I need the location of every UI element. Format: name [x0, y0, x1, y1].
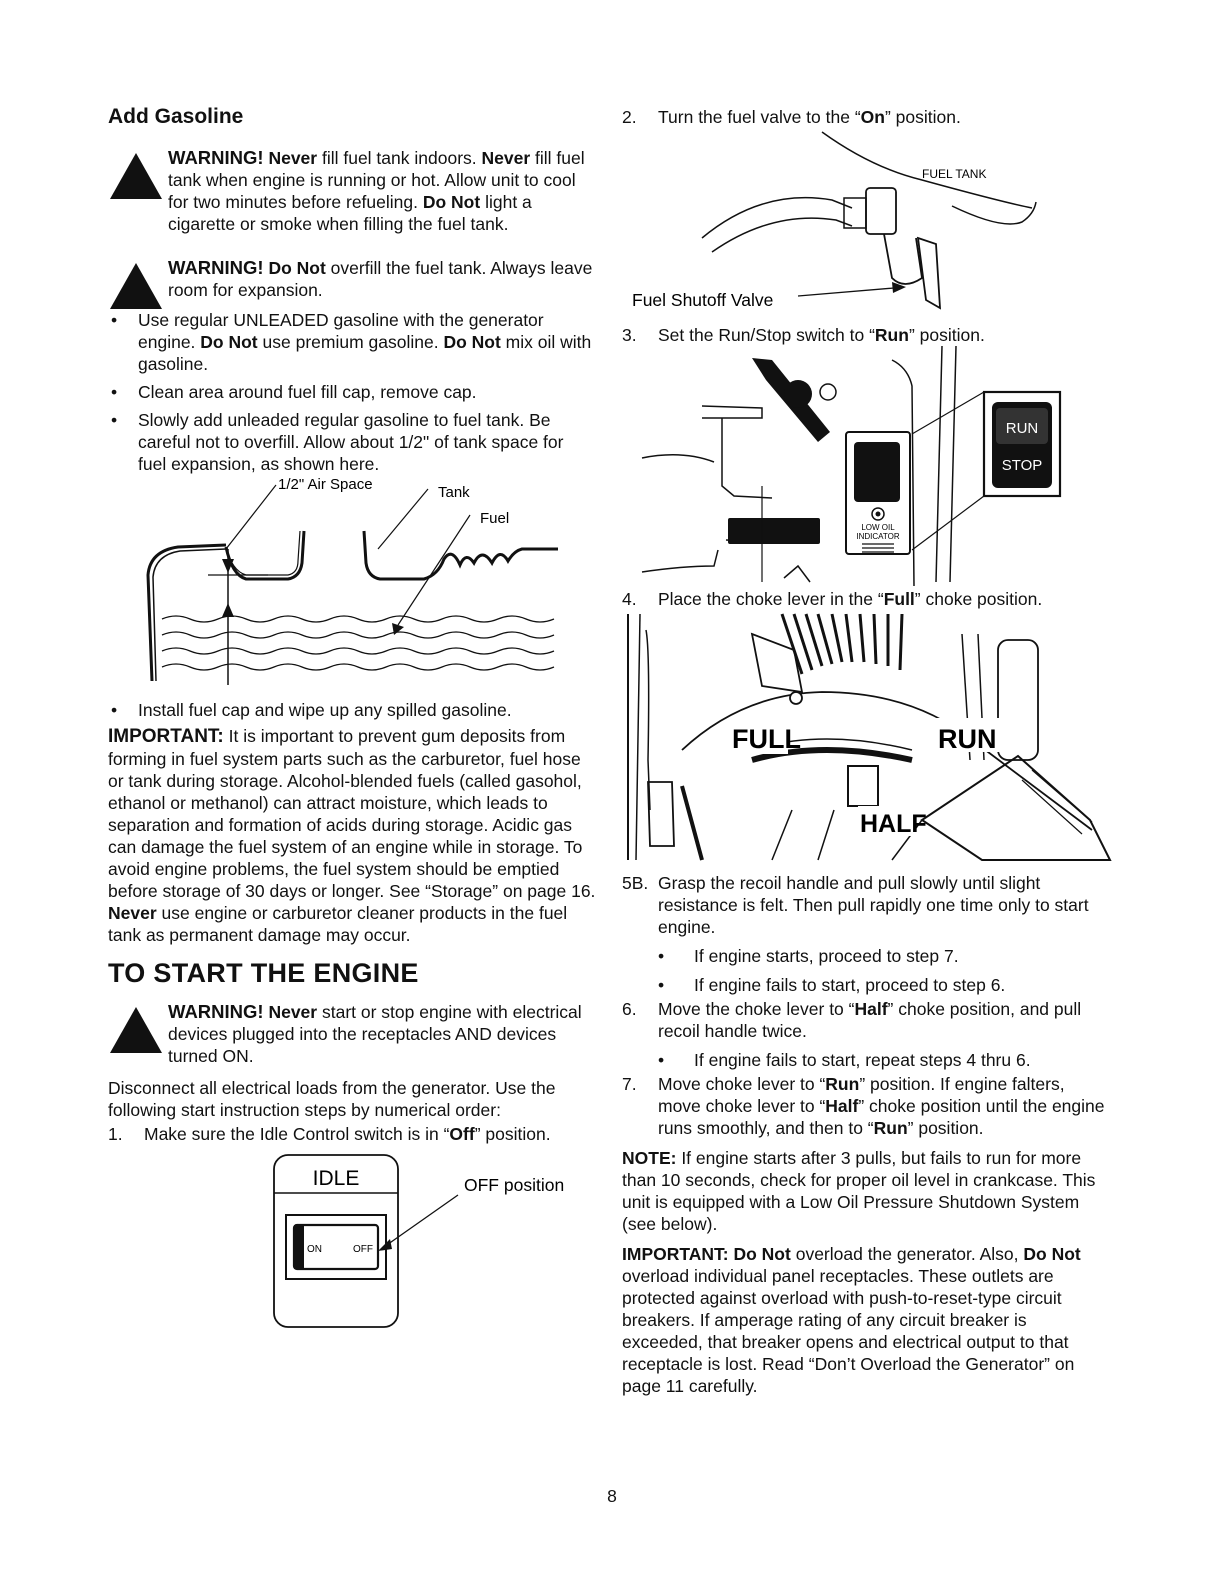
bullet-add-gasoline: • Slowly add unleaded regular gasoline to fuel tank. Be careful not to overfill. Allow about 1/2" of tank space for fuel expansion, as shown here. [108, 409, 596, 475]
note-oil-level: NOTE: If engine starts after 3 pulls, but fails to run for more than 10 seconds, check for proper oil level in crankcase. This unit is equipped with a Low Oil Pressure Shutdown System (see below). [622, 1148, 1096, 1234]
page-number: 8 [607, 1486, 617, 1506]
step-1: 1. Make sure the Idle Control switch is in “Off” position. [108, 1124, 551, 1144]
bullet-install-cap: • Install fuel cap and wipe up any spilled gasoline. [108, 699, 596, 721]
run-label: RUN [1005, 420, 1039, 437]
warning-overfill: WARNING! Do Not overfill the fuel tank. Always leave room for expansion. [108, 257, 596, 301]
left-column [108, 100, 596, 1333]
air-space-label: 1/2" Air Space [278, 476, 373, 493]
step-6: 6. Move the choke lever to “Half” choke position, and pull recoil handle twice. [622, 999, 1082, 1041]
important-overload: IMPORTANT: Do Not overload the generator. Also, Do Not overload individual panel receptacles. These outlets are protected against overload with push-to-reset-type circuit breakers. If amperage rating of any circuit breaker is exceeded, that breaker opens and electrical output to that receptacle is lost. Read “Don’t Overload the Generator” on page 11 carefully. [622, 1244, 1081, 1396]
half-label: HALF [860, 810, 927, 838]
run-stop-switch-diagram [622, 346, 1112, 586]
step-5b: 5B. Grasp the recoil handle and pull slowly until slight resistance is felt. Then pull rapidly one time only to start engine. [622, 873, 1089, 937]
sub-bullet-repeat-steps: • If engine fails to start, repeat steps 4 thru 6. [622, 1049, 1112, 1071]
bullet-unleaded: • Use regular UNLEADED gasoline with the generator engine. Do Not use premium gasoline. Do Not mix oil with gasoline. [108, 309, 596, 375]
add-gasoline-heading: Add Gasoline [108, 105, 244, 128]
tank-label: Tank [438, 484, 470, 501]
sub-bullet-engine-starts: • If engine starts, proceed to step 7. [622, 945, 1112, 967]
warning-triangle-icon [110, 263, 162, 309]
idle-off-label: OFF [353, 1244, 373, 1255]
right-column [622, 100, 1112, 1397]
fuel-tank-diagram [108, 475, 596, 687]
idle-on-label: ON [307, 1244, 322, 1255]
choke-lever-diagram [622, 610, 1112, 866]
low-oil-label: LOW OIL [861, 523, 895, 532]
step-3: 3. Set the Run/Stop switch to “Run” position. [622, 325, 985, 345]
idle-label: IDLE [312, 1167, 360, 1190]
disconnect-loads-text: Disconnect all electrical loads from the generator. Use the following start instruction steps by numerical order: [108, 1078, 556, 1120]
indicator-label: INDICATOR [856, 532, 900, 541]
fuel-shutoff-valve-diagram [622, 128, 1112, 310]
to-start-the-engine-heading: TO START THE ENGINE [108, 958, 419, 988]
fuel-tank-label: FUEL TANK [922, 167, 987, 181]
full-label: FULL [732, 724, 801, 754]
idle-control-switch-diagram [108, 1153, 596, 1333]
bullet-clean-area: • Clean area around fuel fill cap, remove cap. [108, 381, 596, 403]
warning-triangle-icon [110, 153, 162, 199]
stop-label: STOP [1001, 457, 1043, 474]
step-4: 4. Place the choke lever in the “Full” choke position. [622, 589, 1043, 609]
important-gum-deposits: IMPORTANT: It is important to prevent gum deposits from forming in fuel system parts such as the carburetor, fuel hose or tank during storage. Alcohol-blended fuels (called gasohol, ethanol or methanol) can attract moisture, which leads to separation and formation of acids during storage. Acidic gas can damage the fuel system of an engine while in storage. To avoid engine problems, the fuel system should be emptied before storage of 30 days or longer. See “Storage” on page 16. Never use engine or carburetor cleaner products in the fuel tank as permanent damage may occur. [108, 726, 596, 945]
off-position-callout: OFF position [464, 1175, 565, 1195]
warning-triangle-icon [110, 1007, 162, 1053]
sub-bullet-engine-fails: • If engine fails to start, proceed to step 6. [622, 974, 1112, 996]
fuel-label: Fuel [480, 510, 510, 527]
warning-fill-indoors: WARNING! Never fill fuel tank indoors. Never fill fuel tank when engine is running or hot. Allow unit to cool for two minutes before refueling. Do Not light a cigarette or smoke when filling the fuel tank. [108, 147, 596, 235]
step-2: 2. Turn the fuel valve to the “On” position. [622, 107, 961, 127]
step-7: 7. Move choke lever to “Run” position. If engine falters, move choke lever to “Half” choke position until the engine runs smoothly, and then to “Run” position. [622, 1074, 1105, 1138]
choke-run-label: RUN [938, 724, 997, 754]
warning-electrical-devices: WARNING! Never start or stop engine with electrical devices plugged into the receptacles AND devices turned ON. [108, 1001, 596, 1067]
fuel-shutoff-valve-label: Fuel Shutoff Valve [632, 290, 774, 310]
